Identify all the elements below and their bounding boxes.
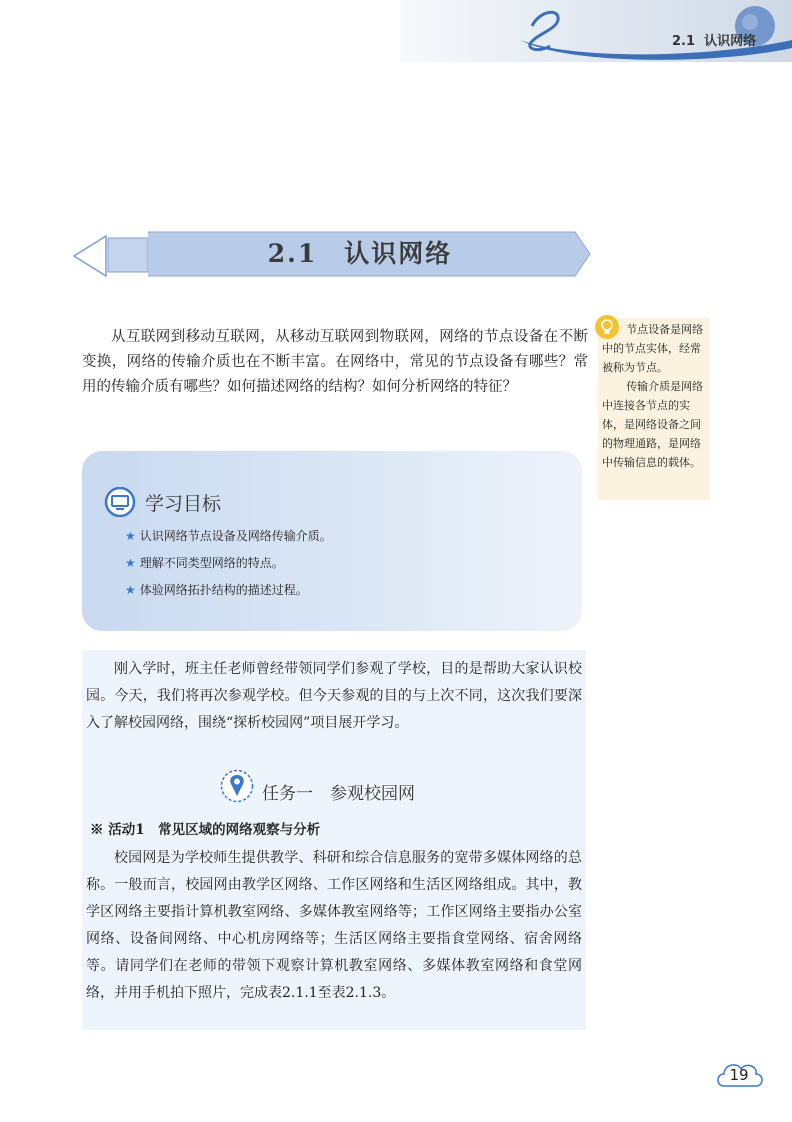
header-section-number: 2.1: [672, 34, 696, 49]
section-title: 2.1 认识网络: [267, 239, 453, 268]
objective-item: ★ 认识网络节点设备及网络传输介质。: [125, 529, 332, 543]
star-icon: ★: [125, 529, 136, 543]
task-title: 任务一 参观校园网: [262, 784, 415, 804]
lightbulb-icon: [594, 314, 620, 340]
objective-item: ★ 理解不同类型网络的特点。: [125, 556, 284, 570]
star-icon: ★: [125, 556, 136, 570]
activity-body-paragraph: 校园网是为学校师生提供教学、科研和综合信息服务的宽带多媒体网络的总称。一般而言，校园网由教学区网络、工作区网络和生活区网络组成。其中，教学区网络主要指计算机教室网络、多媒体教室网络等；工作区网络主要指办公室网络、设备间网络、中心机房网络等；生活区网络主要指食堂网络、宿舍网络等。请同学们在老师的带领下观察计算机教室网络、多媒体教室网络和食堂网络，并用手机拍下照片，完成表2.1.1至表2.1.3。: [86, 850, 582, 1001]
side-note: [598, 318, 710, 500]
star-icon: ★: [125, 583, 136, 597]
objective-item: ★ 体验网络拓扑结构的描述过程。: [125, 583, 308, 597]
location-pin-icon: [220, 769, 254, 803]
side-note-paragraph-2: 传输介质是网络中连接各节点的实体，是网络设备之间的物理通路，是网络中传输信息的载体。: [602, 380, 704, 469]
project-intro-paragraph: 刚入学时，班主任老师曾经带领同学们参观了学校，目的是帮助大家认识校园。今天，我们将再次参观学校。但今天参观的目的与上次不同，这次我们要深入了解校园网络，围绕“探析校园网”项目展开学习。: [86, 661, 582, 731]
activity-title: ※ 活动1 常见区域的网络观察与分析: [90, 822, 321, 838]
side-note-paragraph-1: 节点设备是网络中的节点实体，经常被称为节点。: [602, 323, 704, 374]
learning-objectives-title: 学习目标: [145, 493, 222, 515]
monitor-icon: [104, 487, 136, 517]
page-number: 19: [729, 1066, 749, 1084]
running-header: [672, 30, 756, 49]
header-section-name: 认识网络: [704, 34, 757, 49]
intro-paragraph: 从互联网到移动互联网，从移动互联网到物联网，网络的节点设备在不断变换，网络的传输介质也在不断丰富。在网络中，常见的节点设备有哪些？常用的传输介质有哪些？如何描述网络的结构？如何分析网络的特征？: [82, 329, 588, 395]
